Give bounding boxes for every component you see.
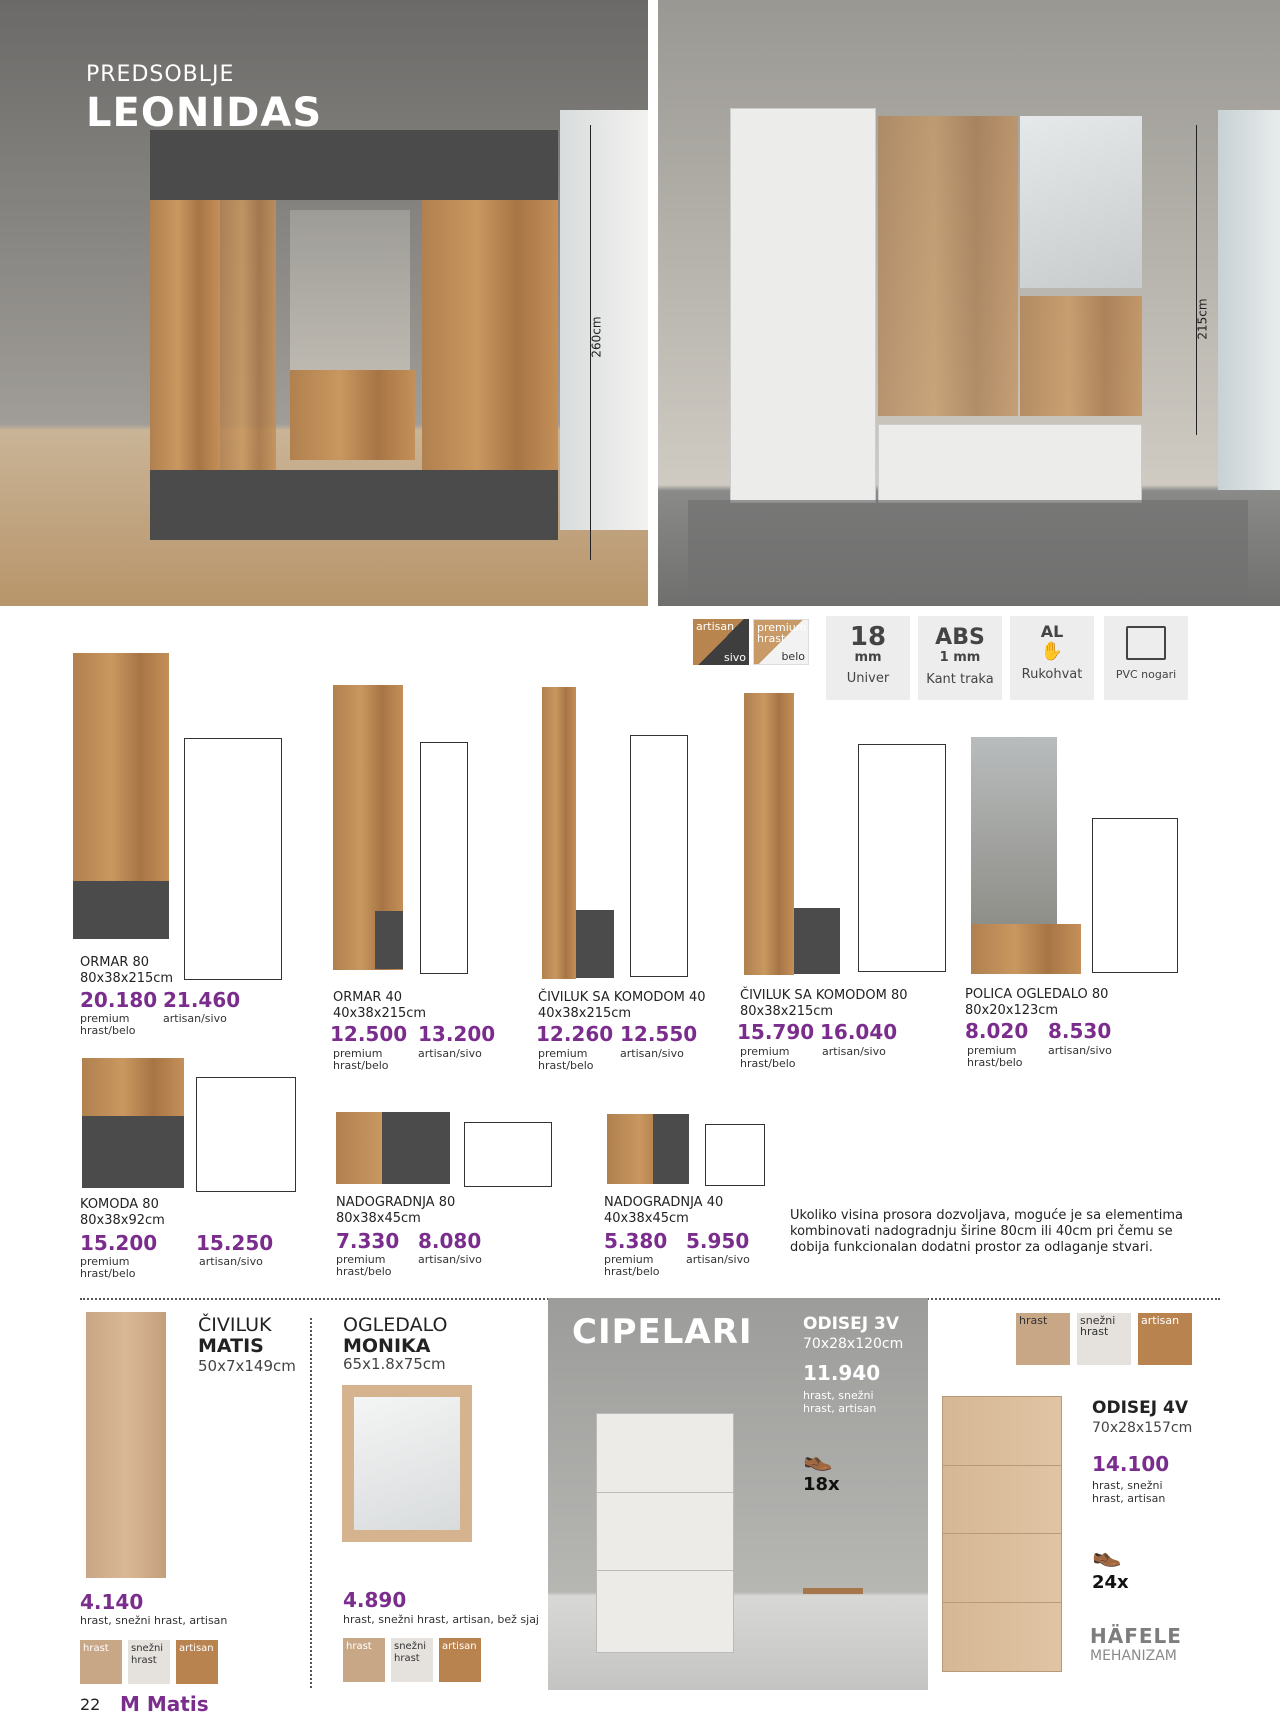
product-name: KOMODA 80 bbox=[80, 1197, 159, 1212]
cipelari-photo bbox=[548, 1298, 928, 1690]
product-dims: 40x38x215cm bbox=[333, 1006, 427, 1021]
product-dims: 80x38x215cm bbox=[80, 971, 174, 986]
product-drawing-civiluk-80 bbox=[858, 744, 946, 972]
product-price-1-label: premium hrast/belo bbox=[740, 1045, 796, 1070]
dimension-label-left: 260cm bbox=[589, 316, 604, 358]
product-name: ORMAR 40 bbox=[333, 990, 403, 1005]
product-price-1-label: premium hrast/belo bbox=[336, 1253, 392, 1278]
shelf-part bbox=[971, 924, 1081, 974]
product-name: ČIVILUK SA KOMODOM 80 bbox=[740, 988, 908, 1003]
product-price-1-label: premium hrast/belo bbox=[80, 1255, 136, 1280]
product-price-2-label: artisan/sivo bbox=[163, 1012, 227, 1025]
info-note: Ukoliko visina prosora dozvoljava, moguće je sa elementima kombinovati nadogradnju širine 80cm ili 40cm pri čemu se dobija funkcionalan dodatni prostor za odlaganje stvari. bbox=[790, 1208, 1184, 1255]
swatch-premium-hrast-belo bbox=[753, 619, 809, 665]
product-dims: 80x38x215cm bbox=[740, 1004, 834, 1019]
feature-rukohvat bbox=[1010, 616, 1094, 700]
swatch-hrast bbox=[343, 1638, 385, 1682]
cabinet-part bbox=[576, 910, 614, 978]
product-name: POLICA OGLEDALO 80 bbox=[965, 987, 1109, 1002]
odisej-4v-price: 14.100 bbox=[1092, 1452, 1170, 1476]
product-image-nadogradnja-80 bbox=[336, 1112, 450, 1184]
feature-unit: mm bbox=[854, 650, 882, 665]
odisej-4v-name: ODISEJ 4V bbox=[1092, 1398, 1188, 1418]
product-price-2: 5.950 bbox=[686, 1229, 750, 1253]
feature-value: AL bbox=[1040, 622, 1064, 641]
civiluk-colors: hrast, snežni hrast, artisan bbox=[80, 1614, 228, 1627]
swatch-artisan bbox=[176, 1640, 218, 1684]
product-dims: 80x38x92cm bbox=[80, 1213, 165, 1228]
product-price-2-label: artisan/sivo bbox=[686, 1253, 750, 1266]
swatch-label: snežni hrast bbox=[131, 1643, 164, 1666]
product-price-2: 8.080 bbox=[418, 1229, 482, 1253]
product-drawing-civiluk-40 bbox=[630, 735, 688, 977]
page-subtitle: PREDSOBLJE bbox=[86, 62, 235, 87]
product-name: ORMAR 80 bbox=[80, 955, 150, 970]
product-price-2-label: artisan/sivo bbox=[418, 1253, 482, 1266]
product-dims: 80x20x123cm bbox=[965, 1003, 1059, 1018]
product-drawing-ormar-40 bbox=[420, 742, 468, 974]
ogledalo-title-1: OGLEDALO bbox=[343, 1314, 448, 1336]
shoe-icon: 👞 bbox=[803, 1444, 833, 1472]
product-drawing-nadogradnja-80 bbox=[464, 1122, 552, 1187]
feature-caption: PVC nogari bbox=[1115, 668, 1177, 681]
product-drawing-komoda-80 bbox=[196, 1077, 296, 1192]
civiluk-price: 4.140 bbox=[80, 1590, 144, 1614]
product-drawing-nadogradnja-40 bbox=[705, 1124, 765, 1186]
matis-brand: Matis bbox=[146, 1692, 209, 1716]
odisej-3v-price: 11.940 bbox=[803, 1361, 881, 1385]
swatch-label: artisan bbox=[179, 1643, 214, 1654]
swatch-hrast bbox=[80, 1640, 122, 1684]
product-dims: 40x38x215cm bbox=[538, 1006, 632, 1021]
product-dims: 40x38x45cm bbox=[604, 1211, 689, 1226]
product-price-1: 5.380 bbox=[604, 1229, 668, 1253]
product-name: ČIVILUK SA KOMODOM 40 bbox=[538, 990, 706, 1005]
product-dims: 80x38x45cm bbox=[336, 1211, 421, 1226]
odisej-4v-shoe-count: 24x bbox=[1092, 1572, 1129, 1593]
swatch-label: artisan bbox=[442, 1641, 477, 1652]
feature-value: 18 bbox=[849, 622, 887, 652]
product-image-ormar-40 bbox=[333, 685, 403, 970]
dimension-label-right: 215cm bbox=[1195, 298, 1210, 340]
cabinet-part bbox=[542, 910, 576, 978]
wardrobe-illustration bbox=[150, 130, 558, 540]
product-price-2: 13.200 bbox=[418, 1022, 496, 1046]
hero-photo-leonidas-white bbox=[658, 0, 1280, 606]
product-image-ogledalo-monika bbox=[342, 1385, 472, 1542]
swatch-label: premium hrast bbox=[757, 621, 807, 645]
product-price-1: 7.330 bbox=[336, 1229, 400, 1253]
ogledalo-colors: hrast, snežni hrast, artisan, bež sjaj bbox=[343, 1613, 539, 1626]
product-price-2: 12.550 bbox=[620, 1022, 698, 1046]
product-price-1-label: premium hrast/belo bbox=[333, 1047, 389, 1072]
swatch-artisan bbox=[439, 1638, 481, 1682]
odisej-4v-dims: 70x28x157cm bbox=[1092, 1420, 1193, 1436]
ogledalo-price: 4.890 bbox=[343, 1588, 407, 1612]
product-image-ormar-80 bbox=[73, 653, 169, 939]
matis-logo bbox=[120, 1692, 209, 1716]
swatch-artisan bbox=[1138, 1313, 1192, 1365]
product-image-civiluk-matis bbox=[86, 1312, 166, 1578]
hero-photo-leonidas-dark bbox=[0, 0, 648, 606]
civiluk-title-2: MATIS bbox=[198, 1335, 264, 1357]
odisej-4v-colors: hrast, snežni hrast, artisan bbox=[1092, 1479, 1166, 1505]
civiluk-title-1: ČIVILUK bbox=[198, 1314, 272, 1336]
civiluk-dims: 50x7x149cm bbox=[198, 1357, 296, 1375]
product-price-2-label: artisan/sivo bbox=[822, 1045, 886, 1058]
cipelar-3v-image bbox=[596, 1413, 734, 1653]
swatch-label: artisan bbox=[696, 620, 735, 633]
shoe-icon: 👞 bbox=[1092, 1540, 1122, 1568]
product-price-2-label: artisan/sivo bbox=[620, 1047, 684, 1060]
feature-caption: Univer bbox=[846, 671, 890, 686]
swatch-artisan-sivo bbox=[693, 619, 749, 665]
product-price-1-label: premium hrast/belo bbox=[604, 1253, 660, 1278]
cabinet-part bbox=[794, 908, 840, 974]
cabinet-part bbox=[744, 908, 794, 974]
product-name: NADOGRADNJA 40 bbox=[604, 1195, 724, 1210]
swatch-snezni-hrast bbox=[128, 1640, 170, 1684]
product-name: NADOGRADNJA 80 bbox=[336, 1195, 456, 1210]
feature-caption: Rukohvat bbox=[1021, 667, 1083, 682]
page-title: LEONIDAS bbox=[86, 90, 323, 136]
hafele-mehanizam: MEHANIZAM bbox=[1090, 1648, 1177, 1664]
product-drawing-polica-ogledalo bbox=[1092, 818, 1178, 973]
swatch-hrast bbox=[1016, 1313, 1070, 1365]
swatch-label: artisan bbox=[1141, 1314, 1180, 1327]
feature-univer bbox=[826, 616, 910, 700]
product-price-1: 12.500 bbox=[330, 1022, 408, 1046]
pvc-leg-icon bbox=[1126, 626, 1166, 660]
hand-icon: ✋ bbox=[1040, 641, 1064, 662]
feature-value: ABS bbox=[935, 625, 985, 650]
feature-unit: 1 mm bbox=[939, 650, 981, 665]
product-price-1: 15.790 bbox=[737, 1020, 815, 1044]
swatch-label: snežni hrast bbox=[394, 1641, 427, 1664]
product-price-1: 12.260 bbox=[536, 1022, 614, 1046]
ogledalo-dims: 65x1.8x75cm bbox=[343, 1355, 446, 1373]
feature-caption: Kant traka bbox=[926, 672, 994, 687]
cipelar-4v-image bbox=[942, 1396, 1062, 1672]
product-price-1: 8.020 bbox=[965, 1019, 1029, 1043]
product-image-nadogradnja-40 bbox=[607, 1114, 689, 1184]
wardrobe-illustration-white bbox=[730, 108, 1142, 503]
product-price-2-label: artisan/sivo bbox=[1048, 1044, 1112, 1057]
page-number: 22 bbox=[80, 1695, 101, 1714]
product-image-polica-ogledalo bbox=[971, 737, 1057, 927]
odisej-3v-dims: 70x28x120cm bbox=[803, 1336, 904, 1352]
column-divider bbox=[310, 1318, 312, 1688]
product-price-1: 20.180 bbox=[80, 988, 158, 1012]
cipelari-title: CIPELARI bbox=[572, 1312, 753, 1352]
product-price-2: 21.460 bbox=[163, 988, 241, 1012]
product-price-2: 15.250 bbox=[196, 1231, 274, 1255]
product-price-2: 16.040 bbox=[820, 1020, 898, 1044]
swatch-label: hrast bbox=[346, 1641, 372, 1652]
swatch-label: hrast bbox=[1019, 1314, 1048, 1327]
odisej-3v-name: ODISEJ 3V bbox=[803, 1314, 899, 1334]
product-image-komoda-80 bbox=[82, 1058, 184, 1188]
product-price-1: 15.200 bbox=[80, 1231, 158, 1255]
ogledalo-title-2: MONIKA bbox=[343, 1335, 431, 1357]
swatch-snezni-hrast bbox=[1077, 1313, 1131, 1365]
swatch-label: hrast bbox=[83, 1643, 109, 1654]
feature-abs bbox=[918, 616, 1002, 700]
product-drawing-ormar-80 bbox=[184, 738, 282, 980]
swatch-snezni-hrast bbox=[391, 1638, 433, 1682]
swatch-label: snežni hrast bbox=[1080, 1314, 1116, 1338]
product-price-2-label: artisan/sivo bbox=[199, 1255, 263, 1268]
matis-logo-mark: M bbox=[120, 1692, 140, 1716]
swatch-label-2: belo bbox=[781, 650, 805, 663]
product-price-1-label: premium hrast/belo bbox=[80, 1012, 136, 1037]
product-price-1-label: premium hrast/belo bbox=[967, 1044, 1023, 1069]
odisej-3v-colors: hrast, snežni hrast, artisan bbox=[803, 1389, 877, 1415]
product-price-2: 8.530 bbox=[1048, 1019, 1112, 1043]
product-price-2-label: artisan/sivo bbox=[418, 1047, 482, 1060]
odisej-3v-shoe-count: 18x bbox=[803, 1474, 840, 1495]
feature-pvc-nogari bbox=[1104, 616, 1188, 700]
hafele-logo: HÄFELE bbox=[1090, 1624, 1182, 1648]
product-price-1-label: premium hrast/belo bbox=[538, 1047, 594, 1072]
swatch-label-2: sivo bbox=[723, 651, 746, 664]
